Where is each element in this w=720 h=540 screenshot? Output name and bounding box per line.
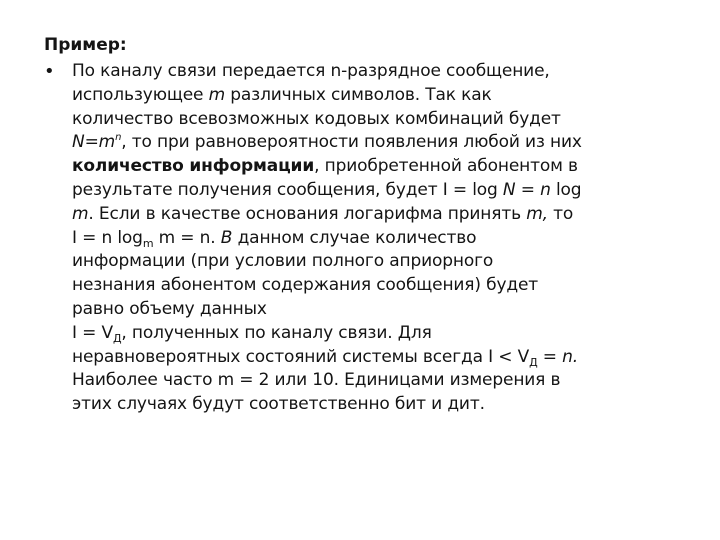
text-line-4: $N=m^n$, то при равновероятности появления любой из них — [72, 132, 582, 153]
text-line-7: m. Если в качестве основания логарифма принять m, то — [72, 203, 574, 224]
text-line-3: количество всевозможных кодовых комбинаций будет — [72, 108, 561, 129]
text-line-2: использующее m различных символов. Так как — [72, 84, 492, 105]
text-line-1: По каналу связи передается n-разрядное сообщение, — [72, 61, 550, 81]
text-line-5: количество информации, приобретенной абонентом в — [72, 156, 578, 177]
text-line-9: информации (при условии полного априорного — [72, 251, 494, 272]
slide-heading: Пример: — [44, 35, 127, 55]
text-line-11: равно объему данных — [72, 298, 267, 319]
bullet-text — [72, 60, 702, 417]
text-line-14: Наиболее часто m = 2 или 10. Единицами измерения в — [72, 370, 561, 391]
text-line-10: незнания абонентом содержания сообщения) будет — [72, 275, 539, 296]
text-line-15: этих случаях будут соответственно бит и дит. — [72, 394, 485, 415]
text-line-8: I = n $\log_m m = n$. В данном случае количество — [72, 227, 477, 250]
bullet-marker: • — [44, 61, 55, 82]
text-line-13: неравновероятных состояний системы всегда $I < V_Д = n$. — [72, 346, 579, 369]
bold-term: количество информации — [72, 156, 315, 177]
text-line-6: результате получения сообщения, будет I = log N = n log — [72, 179, 582, 200]
text-line-12: $I = V_Д$, полученных по каналу связи. Для — [72, 322, 432, 345]
